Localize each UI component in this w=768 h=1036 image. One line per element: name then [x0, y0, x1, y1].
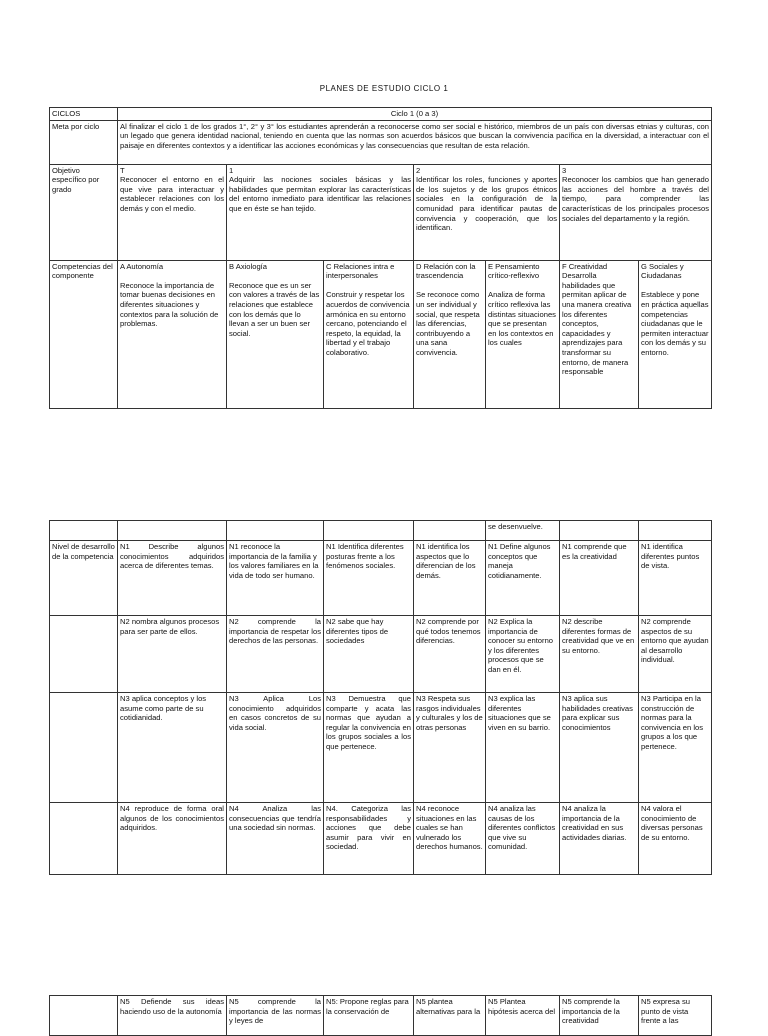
nivel-cell: N4 reproduce de forma oral algunos de los conocimientos adquiridos. [118, 803, 227, 875]
plan-table-niveles [49, 520, 712, 875]
nivel-cell: N1 reconoce la importancia de la familia y los valores familiares en la vida de todo ser humano. [227, 541, 324, 616]
nivel-cell: N4 analiza las causas de los diferentes conflictos que vive su comunidad. [486, 803, 560, 875]
competencia-b: B Axiología Reconoce que es un ser con valores a través de las relaciones que establece con los demás que lo llevan a ser un buen ser social. [227, 260, 324, 408]
meta-label: Meta por ciclo [50, 120, 118, 164]
objetivo-grado-1: 1 Adquirir las nociones sociales básicas y las habilidades que permitan explorar las características del entorno inmediato para identificar las relaciones que en éste se han tejido. [227, 164, 414, 260]
nivel-cell: N5 plantea alternativas para la [414, 996, 486, 1036]
nivel-cell: N5 Defiende sus ideas haciendo uso de la autonomía [118, 996, 227, 1036]
nivel-cell: N2 sabe que hay diferentes tipos de sociedades [324, 616, 414, 693]
nivel-cell: N4 valora el conocimiento de diversas personas de su entorno. [639, 803, 712, 875]
nivel-cell: N3 explica las diferentes situaciones que se viven en su barrio. [486, 693, 560, 803]
plan-table-nivel-5 [49, 995, 712, 1036]
continuation-text: se desenvuelve. [486, 521, 560, 541]
objetivo-label: Objetivo específico por grado [50, 164, 118, 260]
nivel-cell: N3 Demuestra que comparte y acata las normas que ayudan a regular la convivencia en los grupos sociales a los que pertenece. [324, 693, 414, 803]
nivel-cell: N5 comprende la importancia de las normas y leyes de [227, 996, 324, 1036]
nivel-cell: N4 Analiza las consecuencias que tendría una sociedad sin normas. [227, 803, 324, 875]
objetivo-grado-2: 2 Identificar los roles, funciones y aportes de los sujetos y de los grupos étnicos sociales en la configuración de la comunidad para identificar pautas de convivencia y cooperación, que los identifican. [414, 164, 560, 260]
nivel-cell: N3 Respeta sus rasgos individuales y culturales y los de otras personas [414, 693, 486, 803]
nivel-cell: N2 describe diferentes formas de creatividad que ve en su entorno. [560, 616, 639, 693]
ciclo-header: Ciclo 1 (0 a 3) [118, 108, 712, 121]
nivel-cell: N4 reconoce situaciones en las cuales se han vulnerado los derechos humanos. [414, 803, 486, 875]
nivel-cell: N3 aplica sus habilidades creativas para explicar sus conocimientos [560, 693, 639, 803]
nivel-cell: N1 Describe algunos conocimientos adquiridos acerca de diferentes temas. [118, 541, 227, 616]
competencia-a: A Autonomía Reconoce la importancia de tomar buenas decisiones en diferentes situaciones y contextos para la solución de problemas. [118, 260, 227, 408]
nivel-cell: N2 comprende la importancia de respetar los derechos de las personas. [227, 616, 324, 693]
nivel-cell: N2 comprende por qué todos tenemos diferencias. [414, 616, 486, 693]
nivel-cell: N3 Participa en la construcción de normas para la convivencia en los grupos a los que pertenece. [639, 693, 712, 803]
competencia-label: Competencias del componente [50, 260, 118, 408]
page-title: PLANES DE ESTUDIO CICLO 1 [319, 84, 449, 93]
nivel-label: Nivel de desarrollo de la competencia [50, 541, 118, 616]
nivel-cell: N1 identifica diferentes puntos de vista. [639, 541, 712, 616]
competencia-d: D Relación con la trascendencia Se reconoce como un ser individual y social, que respeta las diferencias, contribuyendo a una sana convivencia. [414, 260, 486, 408]
competencia-e: E Pensamiento crítico-reflexivo Analiza de forma crítico reflexiva las distintas situaciones que se presentan en los contextos en los cuales [486, 260, 560, 408]
plan-table-header [49, 107, 712, 409]
objetivo-grado-t: T Reconocer el entorno en el que vive para interactuar y establecer relaciones con los demás y con el medio. [118, 164, 227, 260]
nivel-cell: N5 Plantea hipótesis acerca del [486, 996, 560, 1036]
competencia-f: F Creatividad Desarrolla habilidades que permitan aplicar de una manera creativa los diferentes conceptos, capacidades y aprendizajes para transformar su entorno, de manera responsable [560, 260, 639, 408]
nivel-cell: N2 Explica la importancia de conocer su entorno y los diferentes procesos que se dan en él. [486, 616, 560, 693]
competencia-g: G Sociales y Ciudadanas Establece y pone en práctica aquellas competencias ciudadanas que le permiten interactuar con los demás y su entorno. [639, 260, 712, 408]
nivel-cell: N4. Categoriza las responsabilidades y acciones que debe asumir para vivir en sociedad. [324, 803, 414, 875]
competencia-c: C Relaciones intra e interpersonales Construir y respetar los acuerdos de convivencia armónica en su entorno cercano, potenciando el respeto, la equidad, la libertad y el trabajo colaborativo. [324, 260, 414, 408]
nivel-cell: N2 nombra algunos procesos para ser parte de ellos. [118, 616, 227, 693]
nivel-cell: N5 comprende la importancia de la creatividad [560, 996, 639, 1036]
nivel-cell: N1 Identifica diferentes posturas frente a los fenómenos sociales. [324, 541, 414, 616]
nivel-cell: N3 aplica conceptos y los asume como parte de su cotidianidad. [118, 693, 227, 803]
nivel-cell: N2 comprende aspectos de su entorno que ayudan al desarrollo individual. [639, 616, 712, 693]
meta-text: Al finalizar el ciclo 1 de los grados 1°, 2° y 3° los estudiantes aprenderán a reconocerse como ser social e histórico, miembros de un país con diversas etnias y culturas, con un legado que genera identidad nacional, teniendo en cuenta que las normas son acuerdos básicos que buscan la convivencia pacífica en la diversidad, a interactuar con el paisaje en diferentes contextos y a identificar las acciones económicas y las consecuencias que resultan de esta relación. [118, 120, 712, 164]
nivel-cell: N5: Propone reglas para la conservación de [324, 996, 414, 1036]
ciclos-label: CICLOS [50, 108, 118, 121]
nivel-cell: N3 Aplica Los conocimiento adquiridos en casos concretos de su vida social. [227, 693, 324, 803]
nivel-cell: N1 comprende que es la creatividad [560, 541, 639, 616]
objetivo-grado-3: 3 Reconocer los cambios que han generado las acciones del hombre a través del tiempo, para comprender las características de los principales procesos sociales del departamento y la región. [560, 164, 712, 260]
nivel-cell: N1 Define algunos conceptos que maneja cotidianamente. [486, 541, 560, 616]
nivel-cell: N5 expresa su punto de vista frente a las [639, 996, 712, 1036]
nivel-cell: N1 identifica los aspectos que lo diferencian de los demás. [414, 541, 486, 616]
nivel-cell: N4 analiza la importancia de la creatividad en sus actividades diarias. [560, 803, 639, 875]
